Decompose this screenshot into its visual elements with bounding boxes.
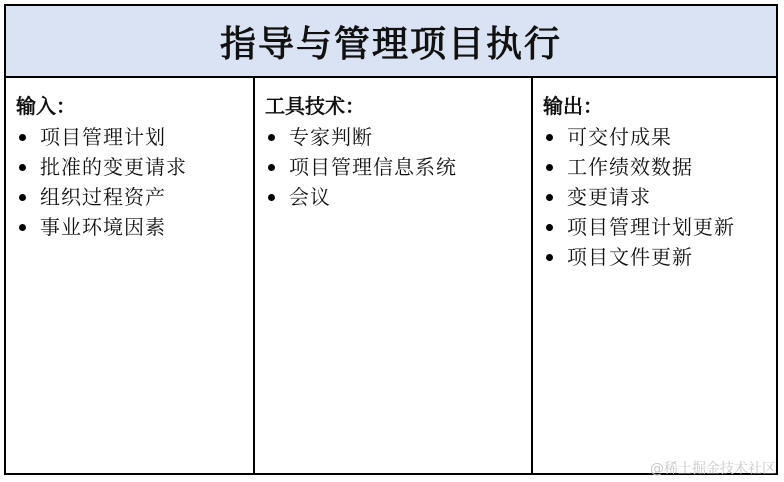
list-item-text: 事业环境因素	[40, 215, 166, 239]
list-item	[543, 122, 776, 152]
list-item-text: 项目文件更新	[567, 245, 693, 269]
list-item	[543, 212, 776, 242]
bullet-icon	[546, 164, 553, 171]
list-item	[543, 152, 776, 182]
bullet-icon	[268, 134, 275, 141]
list-item-text: 工作绩效数据	[567, 155, 693, 179]
list-item-text: 项目管理计划更新	[567, 215, 735, 239]
outputs-list	[543, 122, 776, 272]
list-item	[543, 182, 776, 212]
diagram-title: 指导与管理项目执行	[219, 22, 562, 65]
list-item	[16, 122, 253, 152]
title-bar	[6, 6, 776, 78]
process-diagram	[4, 4, 778, 475]
bullet-icon	[19, 164, 26, 171]
list-item-text: 可交付成果	[567, 125, 672, 149]
bullet-icon	[546, 134, 553, 141]
bullet-icon	[268, 194, 275, 201]
bullet-icon	[546, 194, 553, 201]
tools-column	[255, 78, 533, 473]
list-item-text: 项目管理信息系统	[289, 155, 457, 179]
columns	[6, 78, 776, 473]
list-item	[265, 152, 531, 182]
list-item-text: 组织过程资产	[40, 185, 166, 209]
watermark: @稀土掘金技术社区	[650, 461, 776, 477]
list-item	[265, 182, 531, 212]
inputs-list	[16, 122, 253, 242]
list-item	[16, 152, 253, 182]
bullet-icon	[546, 254, 553, 261]
tools-list	[265, 122, 531, 212]
bullet-icon	[19, 194, 26, 201]
list-item	[16, 182, 253, 212]
outputs-column	[533, 78, 776, 473]
tools-heading: 工具技术：	[265, 94, 365, 118]
bullet-icon	[19, 224, 26, 231]
list-item-text: 变更请求	[567, 185, 651, 209]
inputs-heading: 输入：	[16, 94, 76, 118]
bullet-icon	[546, 224, 553, 231]
outputs-heading: 输出：	[543, 94, 603, 118]
bullet-icon	[268, 164, 275, 171]
list-item	[265, 122, 531, 152]
list-item	[16, 212, 253, 242]
list-item	[543, 242, 776, 272]
list-item-text: 会议	[289, 185, 331, 209]
list-item-text: 项目管理计划	[40, 125, 166, 149]
list-item-text: 专家判断	[289, 125, 373, 149]
inputs-column	[6, 78, 255, 473]
bullet-icon	[19, 134, 26, 141]
list-item-text: 批准的变更请求	[40, 155, 187, 179]
